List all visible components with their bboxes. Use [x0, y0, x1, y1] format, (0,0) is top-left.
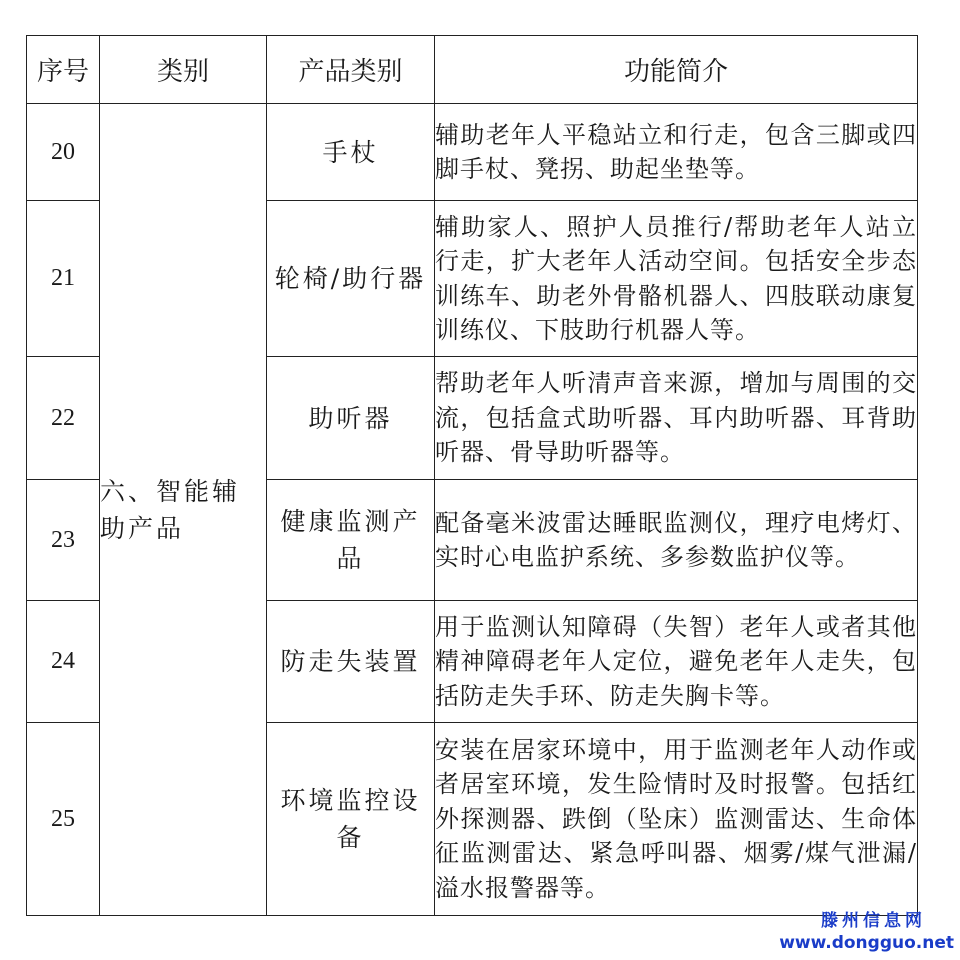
- row-description: 安装在居家环境中，用于监测老年人动作或者居室环境，发生险情时及时报警。包括红外探测器、跌倒（坠床）监测雷达、生命体征监测雷达、紧急呼叫器、烟雾/煤气泄漏/溢水报警器等。: [435, 723, 918, 916]
- table-row: [27, 104, 918, 201]
- row-seq: 24: [27, 601, 100, 723]
- row-product-text: 健康监测产品: [280, 507, 421, 573]
- watermark-url: www.dongguo.net: [779, 933, 954, 953]
- watermark-name: 滕州信息网: [821, 911, 926, 931]
- row-seq: 21: [27, 201, 100, 357]
- row-product: 防走失装置: [267, 601, 435, 723]
- row-seq: 25: [27, 723, 100, 916]
- product-table: [26, 35, 918, 916]
- row-product: [267, 480, 435, 601]
- header-seq: 序号: [27, 36, 100, 104]
- row-description: 辅助老年人平稳站立和行走，包含三脚或四脚手杖、凳拐、助起坐垫等。: [435, 104, 918, 201]
- row-description: 配备毫米波雷达睡眠监测仪，理疗电烤灯、实时心电监护系统、多参数监护仪等。: [435, 480, 918, 601]
- row-product: 轮椅/助行器: [267, 201, 435, 357]
- row-seq: 20: [27, 104, 100, 201]
- row-product-text: 环境监控设备: [280, 786, 421, 852]
- site-watermark: [779, 910, 954, 954]
- row-description: 帮助老年人听清声音来源，增加与周围的交流，包括盒式助听器、耳内助听器、耳背助听器、骨导助听器等。: [435, 357, 918, 480]
- row-description: 用于监测认知障碍（失智）老年人或者其他精神障碍老年人定位，避免老年人走失，包括防走失手环、防走失胸卡等。: [435, 601, 918, 723]
- row-product: 手杖: [267, 104, 435, 201]
- row-seq: 23: [27, 480, 100, 601]
- header-product-category: 产品类别: [267, 36, 435, 104]
- row-seq: 22: [27, 357, 100, 480]
- header-category: 类别: [100, 36, 267, 104]
- category-cell: 六、智能辅助产品: [100, 104, 267, 916]
- row-description: 辅助家人、照护人员推行/帮助老年人站立行走，扩大老年人活动空间。包括安全步态训练车、助老外骨骼机器人、四肢联动康复训练仪、下肢助行机器人等。: [435, 201, 918, 357]
- row-product: [267, 723, 435, 916]
- table-header-row: [27, 36, 918, 104]
- row-product: 助听器: [267, 357, 435, 480]
- header-description: 功能简介: [435, 36, 918, 104]
